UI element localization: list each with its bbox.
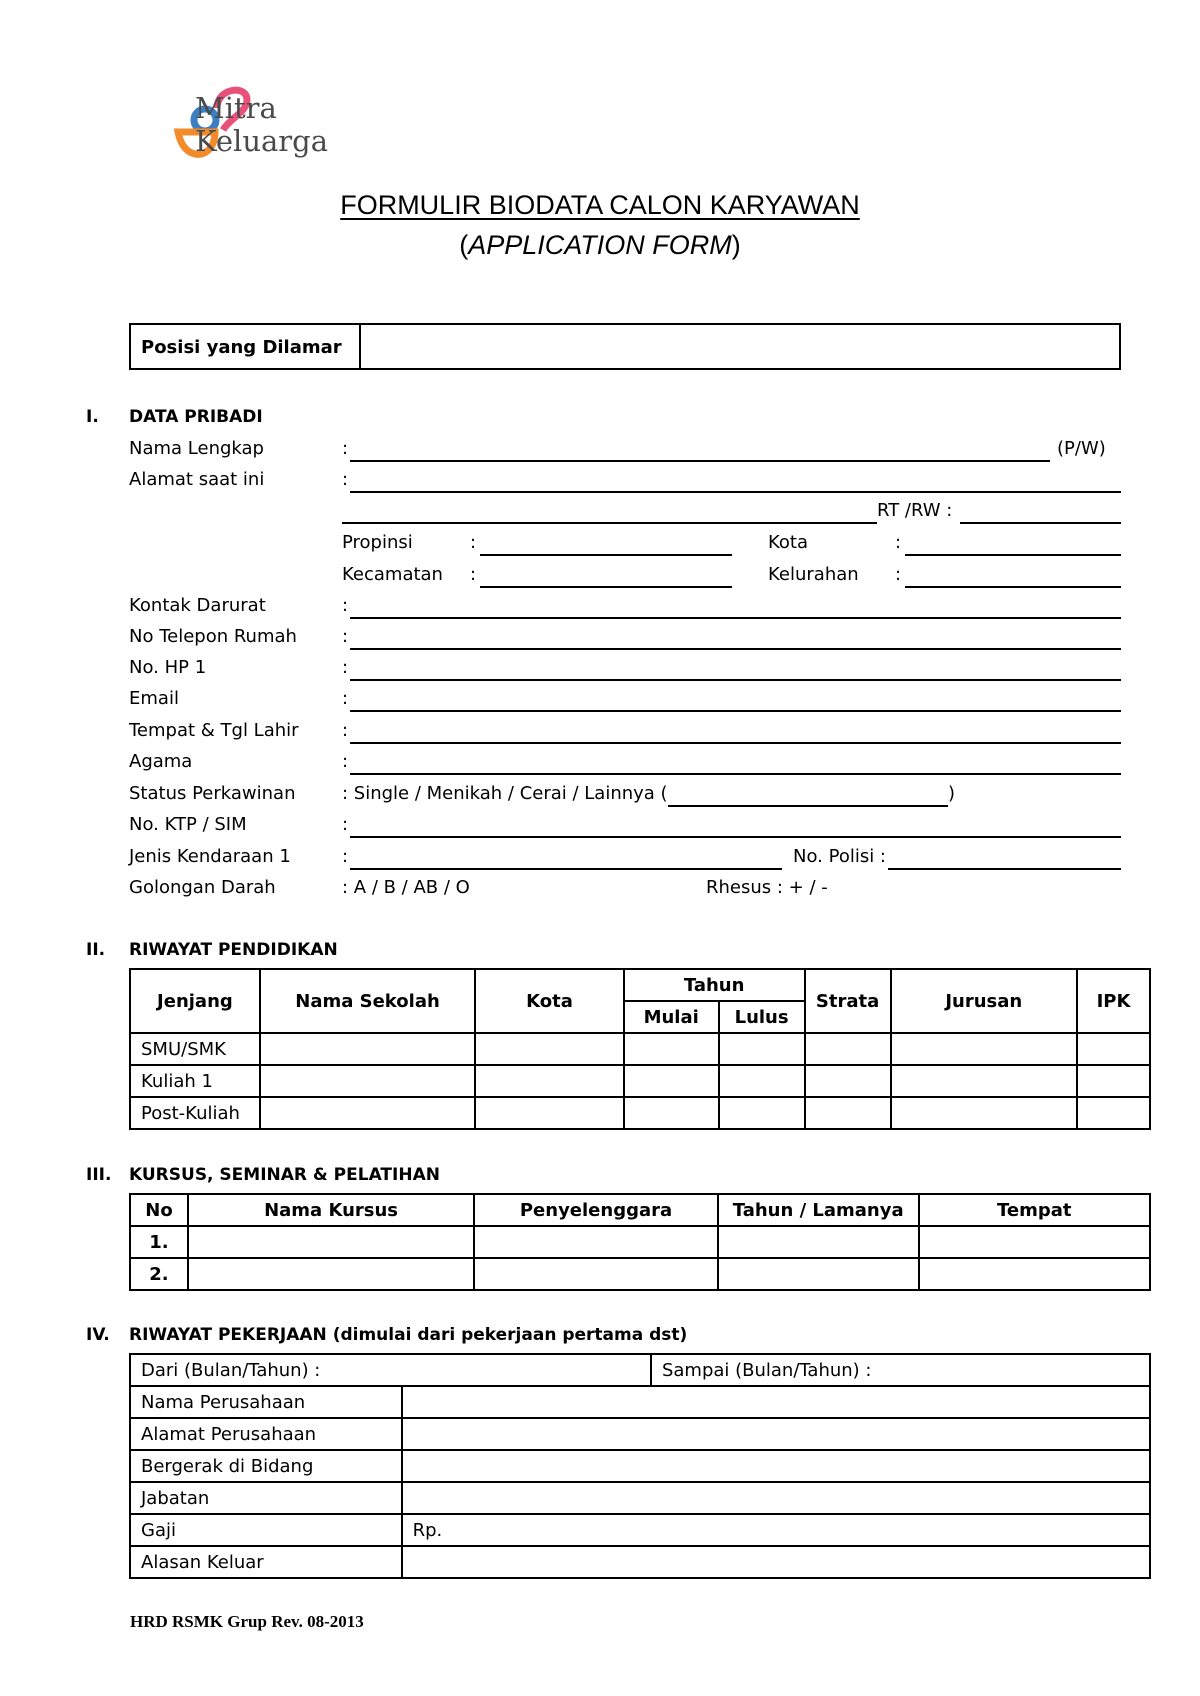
colon: :: [342, 595, 349, 616]
section-number: II.: [86, 940, 106, 960]
sampai-cell[interactable]: Sampai (Bulan/Tahun) :: [651, 1354, 1150, 1386]
row-label: Alasan Keluar: [130, 1546, 402, 1578]
nama-label: Nama Lengkap: [129, 438, 264, 459]
row-label: Bergerak di Bidang: [130, 1450, 402, 1482]
colon: :: [470, 564, 477, 585]
status-lainnya-field[interactable]: [668, 805, 948, 807]
section-number: I.: [86, 407, 99, 427]
email-field[interactable]: [350, 710, 1121, 712]
input-cell[interactable]: [805, 1097, 891, 1129]
education-table: [129, 968, 1151, 1130]
header-tempat: Tempat: [919, 1194, 1150, 1226]
kendaraan-field[interactable]: [350, 868, 782, 870]
table-row: [130, 1258, 1150, 1290]
colon: :: [342, 626, 349, 647]
kontak-darurat-field[interactable]: [350, 617, 1121, 619]
input-cell[interactable]: [919, 1258, 1150, 1290]
kecamatan-label: Kecamatan: [342, 564, 443, 585]
header-no: No: [130, 1194, 188, 1226]
position-label: Posisi yang Dilamar: [131, 325, 361, 368]
jenjang-cell: Kuliah 1: [130, 1065, 260, 1097]
colon: :: [342, 720, 349, 741]
kendaraan-label: Jenis Kendaraan 1: [129, 846, 291, 867]
gender-pw-label: (P/W): [1057, 438, 1106, 459]
kelurahan-field[interactable]: [905, 586, 1121, 588]
input-cell[interactable]: [475, 1065, 624, 1097]
colon: :: [342, 846, 349, 867]
input-cell[interactable]: [624, 1097, 719, 1129]
logo-text: [195, 92, 328, 158]
row-label: Alamat Perusahaan: [130, 1418, 402, 1450]
row-number: 1.: [130, 1226, 188, 1258]
input-cell[interactable]: [891, 1033, 1077, 1065]
colon: :: [342, 469, 349, 490]
kota-label: Kota: [768, 532, 809, 553]
input-cell[interactable]: [719, 1033, 805, 1065]
section-number: IV.: [86, 1325, 110, 1345]
header-jenjang: Jenjang: [130, 969, 260, 1033]
footer-revision: HRD RSMK Grup Rev. 08-2013: [130, 1612, 364, 1631]
courses-table: [129, 1193, 1151, 1291]
table-row: [130, 1418, 1150, 1450]
status-close: ): [948, 783, 956, 804]
input-cell[interactable]: [402, 1482, 1150, 1514]
nama-field[interactable]: [350, 460, 1050, 462]
input-cell[interactable]: [1077, 1097, 1150, 1129]
agama-label: Agama: [129, 751, 193, 772]
table-row: [130, 1226, 1150, 1258]
section-title-riwayat-pekerjaan: RIWAYAT PEKERJAAN (dimulai dari pekerjaan pertama dst): [129, 1325, 688, 1345]
form-title: FORMULIR BIODATA CALON KARYAWAN: [340, 190, 860, 220]
input-cell[interactable]: [260, 1033, 475, 1065]
section-title-data-pribadi: DATA PRIBADI: [129, 407, 263, 427]
colon: :: [470, 532, 477, 553]
table-row: [130, 1546, 1150, 1578]
input-cell[interactable]: [260, 1097, 475, 1129]
jenjang-cell: Post-Kuliah: [130, 1097, 260, 1129]
ttl-label: Tempat & Tgl Lahir: [129, 720, 299, 741]
input-cell[interactable]: [919, 1226, 1150, 1258]
row-number: 2.: [130, 1258, 188, 1290]
row-label: Jabatan: [130, 1482, 402, 1514]
input-cell[interactable]: [1077, 1033, 1150, 1065]
table-row: [130, 1514, 1150, 1546]
table-row: [130, 1450, 1150, 1482]
hp-label: No. HP 1: [129, 657, 207, 678]
colon: :: [342, 751, 349, 772]
alamat-field-2[interactable]: [342, 522, 877, 524]
colon: :: [342, 438, 349, 459]
input-cell[interactable]: [188, 1258, 474, 1290]
input-cell[interactable]: [624, 1033, 719, 1065]
agama-field[interactable]: [350, 773, 1121, 775]
input-cell[interactable]: [719, 1065, 805, 1097]
input-cell[interactable]: [402, 1450, 1150, 1482]
input-cell[interactable]: [402, 1418, 1150, 1450]
telepon-rumah-label: No Telepon Rumah: [129, 626, 297, 647]
header-ipk: IPK: [1077, 969, 1150, 1033]
position-applied-field[interactable]: [129, 323, 1121, 370]
input-cell[interactable]: [474, 1258, 718, 1290]
input-cell[interactable]: [1077, 1065, 1150, 1097]
propinsi-field[interactable]: [480, 554, 732, 556]
row-label: Nama Perusahaan: [130, 1386, 402, 1418]
input-cell[interactable]: [718, 1226, 919, 1258]
input-cell[interactable]: [891, 1065, 1077, 1097]
table-row: [130, 1033, 1150, 1065]
work-history-table: [129, 1353, 1151, 1579]
kelurahan-label: Kelurahan: [768, 564, 859, 585]
header-kota: Kota: [475, 969, 624, 1033]
ktp-sim-label: No. KTP / SIM: [129, 814, 247, 835]
ttl-field[interactable]: [350, 742, 1121, 744]
section-title-kursus: KURSUS, SEMINAR & PELATIHAN: [129, 1165, 440, 1185]
header-tahun-lamanya: Tahun / Lamanya: [718, 1194, 919, 1226]
status-options[interactable]: : Single / Menikah / Cerai / Lainnya (: [342, 783, 668, 804]
form-subtitle: (APPLICATION FORM): [459, 230, 741, 260]
table-row: [130, 1065, 1150, 1097]
alamat-field[interactable]: [350, 491, 1121, 493]
table-row: [130, 1354, 1150, 1386]
header-mulai: Mulai: [624, 1001, 719, 1033]
header-lulus: Lulus: [719, 1001, 805, 1033]
jenjang-cell: SMU/SMK: [130, 1033, 260, 1065]
colon: :: [342, 688, 349, 709]
header-jurusan: Jurusan: [891, 969, 1077, 1033]
hp-field[interactable]: [350, 679, 1121, 681]
header-nama-kursus: Nama Kursus: [188, 1194, 474, 1226]
ktp-sim-field[interactable]: [350, 836, 1121, 838]
rhesus-options[interactable]: Rhesus : + / -: [706, 877, 828, 898]
colon: :: [342, 814, 349, 835]
header-strata: Strata: [805, 969, 891, 1033]
input-cell[interactable]: [402, 1546, 1150, 1578]
logo-line2: Keluarga: [195, 124, 329, 158]
kontak-darurat-label: Kontak Darurat: [129, 595, 266, 616]
rt-rw-label: RT /RW :: [877, 500, 953, 521]
colon: :: [895, 532, 902, 553]
kecamatan-field[interactable]: [480, 586, 732, 588]
telepon-rumah-field[interactable]: [350, 648, 1121, 650]
header-tahun: Tahun: [624, 969, 805, 1001]
input-cell[interactable]: [402, 1386, 1150, 1418]
section-title-riwayat-pendidikan: RIWAYAT PENDIDIKAN: [129, 940, 338, 960]
input-cell[interactable]: [891, 1097, 1077, 1129]
input-cell[interactable]: [805, 1065, 891, 1097]
header-penyelenggara: Penyelenggara: [474, 1194, 718, 1226]
input-cell[interactable]: [475, 1097, 624, 1129]
rt-rw-field[interactable]: [960, 522, 1121, 524]
status-perkawinan-label: Status Perkawinan: [129, 783, 296, 804]
email-label: Email: [129, 688, 179, 709]
section-number: III.: [86, 1165, 112, 1185]
logo-line1: Mitra: [195, 91, 277, 125]
propinsi-label: Propinsi: [342, 532, 413, 553]
input-cell[interactable]: [475, 1033, 624, 1065]
input-cell[interactable]: [719, 1097, 805, 1129]
golongan-darah-label: Golongan Darah: [129, 877, 276, 898]
gaji-cell[interactable]: Rp.: [402, 1514, 1150, 1546]
input-cell[interactable]: [188, 1226, 474, 1258]
alamat-label: Alamat saat ini: [129, 469, 265, 490]
input-cell[interactable]: [260, 1065, 475, 1097]
table-row: [130, 1386, 1150, 1418]
input-cell[interactable]: [718, 1258, 919, 1290]
input-cell[interactable]: [474, 1226, 718, 1258]
row-label: Gaji: [130, 1514, 402, 1546]
colon: :: [342, 657, 349, 678]
dari-cell[interactable]: Dari (Bulan/Tahun) :: [130, 1354, 651, 1386]
kota-field[interactable]: [905, 554, 1121, 556]
golongan-darah-options[interactable]: : A / B / AB / O: [342, 877, 470, 898]
table-row: [130, 1482, 1150, 1514]
table-row: [130, 1097, 1150, 1129]
input-cell[interactable]: [805, 1033, 891, 1065]
input-cell[interactable]: [624, 1065, 719, 1097]
no-polisi-field[interactable]: [888, 868, 1121, 870]
colon: :: [895, 564, 902, 585]
no-polisi-label: No. Polisi :: [793, 846, 886, 867]
header-nama-sekolah: Nama Sekolah: [260, 969, 475, 1033]
